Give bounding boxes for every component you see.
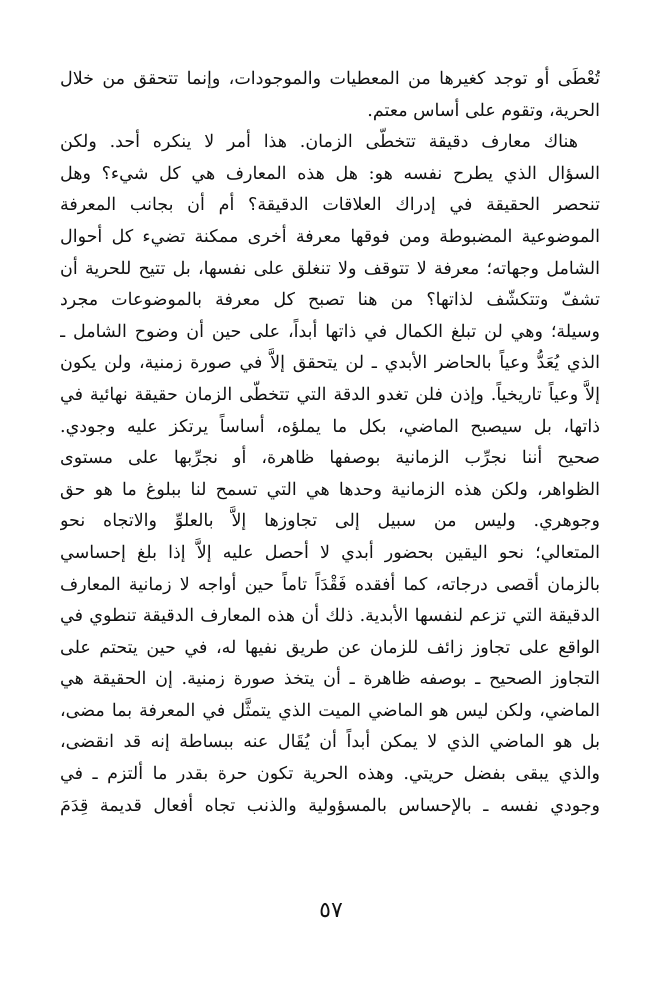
- text-line: التجاوز الصحيح ـ بوصفه ظاهرة ـ أن يتخذ صورة زمنية. إن الحقيقة هي: [60, 669, 600, 690]
- text-line: تنحصر الحقيقة في إدراك العلاقات الدقيقة؟ أم أن بجانب المعرفة: [60, 195, 600, 216]
- text-line: الظواهر، ولكن هذه الزمانية وحدها هي التي تسمح لنا ببلوغ ما هو حق: [60, 479, 600, 500]
- text-line: وجودي نفسه ـ بالإحساس بالمسؤولية والذنب تجاه أفعال قديمة قِدَمَ: [60, 795, 600, 816]
- text-line: الذي يُعَدُّ وعياً بالحاضر الأبدي ـ لن يتحقق إلاَّ في صورة زمنية، ولن يكون: [60, 353, 600, 374]
- text-line: وجوهري. وليس من سبيل إلى تجاوزها إلاَّ بالعلوِّ والاتجاه نحو: [60, 511, 600, 532]
- text-line: تشفّ وتتكشّف لذاتها؟ من هنا تصبح كل معرفة بالموضوعات مجرد: [60, 290, 600, 311]
- text-line: الشامل وجهاته؛ معرفة لا تتوقف ولا تنغلق على نفسها، بل تتيح للحرية أن: [60, 258, 600, 279]
- text-line: الحرية، وتقوم على أساس معتم.: [367, 100, 600, 121]
- text-line: الدقيقة التي تزعم لنفسها الأبدية. ذلك أن هذه المعارف الدقيقة تنطوي في: [60, 606, 600, 627]
- text-line: الموضوعية المضبوطة ومن فوقها معرفة أخرى ممكنة تضيء كل أحوال: [60, 226, 600, 247]
- text-line: وسيلة؛ وهي لن تبلغ الكمال في ذاتها أبداً، على حين أن وضوح الشامل ـ: [60, 321, 600, 342]
- text-line: صحيح أننا نجرِّب الزمانية بوصفها ظاهرة، أو نجرِّبها على مستوى: [60, 448, 600, 469]
- text-line: والذي يبقى بفضل حريتي. وهذه الحرية تكون حرة بقدر ما ألتزم ـ في: [60, 764, 600, 785]
- text-line: المتعالي؛ نحو اليقين بحضور أبدي لا أحصل عليه إلاَّ إذا بلغ إحساسي: [60, 542, 600, 563]
- text-line: بل هو الماضي الذي لا يمكن أبداً أن يُقَال عنه ببساطة إنه قد انقضى،: [60, 732, 600, 753]
- text-line: تُعْطَى أو توجد كغيرها من المعطيات والموجودات، وإنما تتحقق من خلال: [60, 69, 600, 89]
- text-line: الواقع على تجاوز زائف للزمان عن طريق نفيها له، في حين يتحتم على: [60, 637, 600, 658]
- text-line: بالزمان أقصى درجاته، كما أفقده فَقْدَاً تاماً حين أواجه لا زمانية المعارف: [60, 574, 600, 595]
- text-line: إلاَّ وعياً تاريخياً. وإذن فلن تغدو الدقة التي تتخطّى الزمان حقيقة نهائية في: [60, 384, 600, 405]
- text-line: ذاتها، بل سيصبح الماضي، بكل ما يملؤه، أساساً يرتكز عليه وجودي.: [60, 416, 600, 437]
- body-text: [60, 64, 600, 822]
- page-number: ٥٧: [319, 898, 343, 923]
- text-line: هناك معارف دقيقة تتخطّى الزمان. هذا أمر لا ينكره أحد. ولكن: [60, 132, 578, 153]
- text-line: الماضي، ولكن ليس هو الماضي الميت الذي يتمثَّل في المعرفة بما مضى،: [60, 700, 600, 721]
- text-line: السؤال الذي يطرح نفسه هو: هل هذه المعارف هي كل شيء؟ وهل: [60, 163, 600, 184]
